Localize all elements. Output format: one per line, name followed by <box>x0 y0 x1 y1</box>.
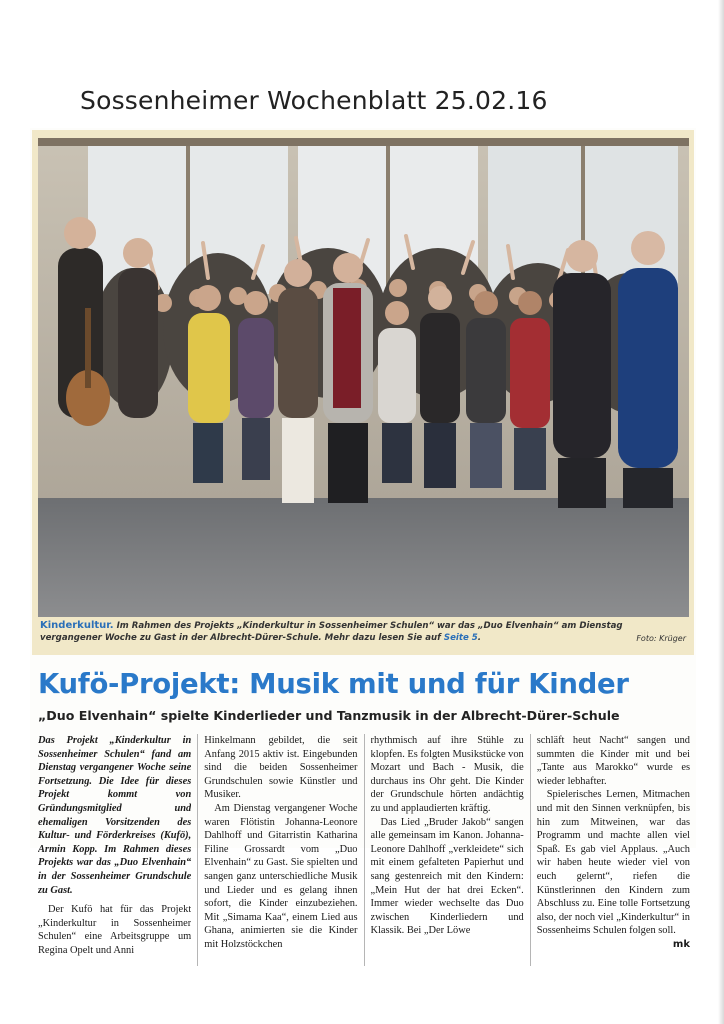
page-header-title: Sossenheimer Wochenblatt 25.02.16 <box>80 86 548 115</box>
article-paragraph: rhythmisch auf ihre Stühle zu klopfen. Es folgten Musikstücke von Mozart und Bach - Musik, die durchaus ins Ohr geht. Die Kinder der Grundschule hörten andächtig zu und applaudierten kräftig. <box>370 735 524 814</box>
newspaper-clipping <box>30 128 696 956</box>
article-column-4 <box>537 734 690 966</box>
caption-lead: Kinderkultur. <box>40 620 114 631</box>
caption-page-link[interactable]: Seite 5 <box>443 633 478 643</box>
article-column-3 <box>371 734 524 966</box>
photo-frame <box>32 130 694 655</box>
caption-end: . <box>477 633 482 643</box>
article-column-2 <box>204 734 357 966</box>
article-paragraph: Das Lied „Bruder Jakob“ sangen alle gemeinsam im Kanon. Johanna-Leonore Dahlhoff „verkleidete“ sich mit einem gefalteten Papierhut und sang gestenreich mit den Kindern: „Mein Hut der hat drei Ecken“. Immer wieder wechselte das Duo zwischen Kinderliedern und Klassik. Bei „Der Löwe <box>370 816 524 937</box>
column-divider <box>364 734 365 966</box>
photo-credit: Foto: Krüger <box>636 634 686 643</box>
article-paragraph: schläft heut Nacht“ sangen und summten die Kinder mit und bei „Tante aus Marokko“ wurde es wieder lebhafter. <box>536 735 690 787</box>
article-subheadline: „Duo Elvenhain“ spielte Kinderlieder und Tanzmusik in der Albrecht-Dürer-Schule <box>38 708 620 723</box>
article-headline: Kufö-Projekt: Musik mit und für Kinder <box>38 668 629 700</box>
article-paragraph: Am Dienstag vergangener Woche waren Flötistin Johanna-Leonore Dahlhoff und Gitarristin Katharina Filine Grossardt vom „Duo Elvenhain“ zu Gast. Sie spielten und sangen ganz unterschiedliche Musik und Lieder und es gelang ihnen sofort, die Kinder einzubeziehen. Mit „Simama Kaa“, einem Lied aus Ghana, animierten sie die Kinder mit Holzstöckchen <box>204 802 358 950</box>
article-paragraph: Spielerisches Lernen, Mitmachen und mit den Sinnen verknüpfen, bis hin zum Mitweinen, war das Programm und machte allen viel Spaß. Es gab viel Applaus. „Auch wir haben heute wieder viel von euch gelernt“, riefen die Künstlerinnen den Kindern zum Abschluss zu. Eine tolle Fortsetzung also, der noch viel „Kinderkultur“ in Sossenheims Schulen folgen soll. <box>536 789 690 937</box>
group-photo-illustration <box>38 138 689 617</box>
page-edge-shadow <box>718 0 724 1024</box>
group-photo <box>38 138 689 617</box>
column-divider <box>197 734 198 966</box>
article-intro: Das Projekt „Kinderkultur in Sossenheimer Schulen“ fand am Dienstag vergangener Woche seine Fortsetzung. Die Idee für dieses Projekt kommt von Gründungsmitglied und ehemaligen Vorsitzenden des Kultur- und Förderkreises (Kufö), Armin Kopp. Im Rahmen dieses Projekts war das „Duo Elvenhain“ in der Sossenheimer Grundschule zu Gast. <box>38 735 192 896</box>
article-column-1 <box>38 734 191 966</box>
photo-caption <box>40 620 686 644</box>
author-signature: mk <box>672 938 690 950</box>
caption-text: Im Rahmen des Projekts „Kinderkultur in Sossenheimer Schulen“ war das „Duo Elvenhain“ am Dienstag vergangener Woche zu Gast in der Albrecht-Dürer-Schule. Mehr dazu lesen Sie auf <box>40 621 623 643</box>
article-paragraph: Hinkelmann gebildet, die seit Anfang 2015 aktiv ist. Eingebunden sind die beiden Sossenheimer Grundschulen sowie Künstler und Musiker. <box>204 735 358 801</box>
column-divider <box>530 734 531 966</box>
article-body <box>38 734 690 966</box>
article-paragraph: Der Kufö hat für das Projekt „Kinderkultur in Sossenheimer Schulen“ eine Arbeitsgruppe um Regina Opelt und Anni <box>38 904 192 956</box>
